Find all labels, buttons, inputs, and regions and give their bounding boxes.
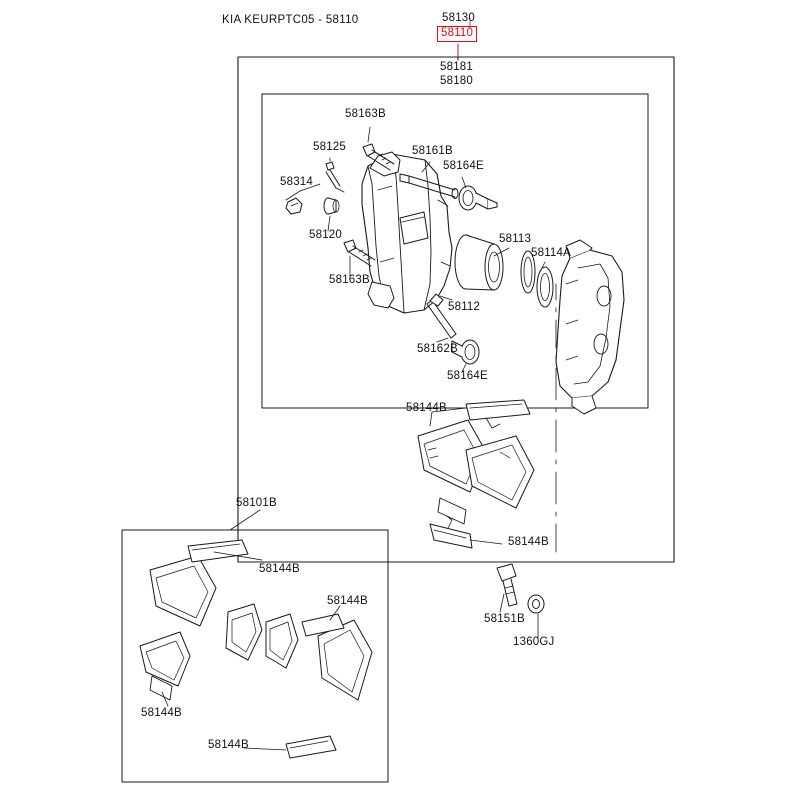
part-label-58163B-upper[interactable]: 58163B	[345, 108, 386, 120]
part-label-58180[interactable]: 58180	[440, 75, 473, 87]
piston-58113	[455, 235, 503, 290]
washer-1360GJ	[528, 595, 544, 613]
pad-set-clip-3	[286, 736, 336, 758]
part-label-58162B[interactable]: 58162B	[417, 343, 458, 355]
part-label-58113[interactable]: 58113	[499, 233, 532, 245]
part-label-58164E-upper[interactable]: 58164E	[443, 160, 484, 172]
bleeder-58125	[326, 162, 344, 192]
boot-58164E-upper	[459, 186, 497, 210]
part-label-58110-selected[interactable]: 58110	[437, 26, 477, 42]
pad-clip-lower-center	[430, 514, 472, 548]
pad-set-shim-1	[140, 632, 190, 686]
part-label-58130[interactable]: 58130	[442, 12, 475, 24]
part-label-58144B-upper-center[interactable]: 58144B	[406, 402, 447, 414]
part-label-58144B-set-2[interactable]: 58144B	[327, 595, 368, 607]
caliper-carrier-58130	[556, 240, 624, 414]
pad-clip-upper-center	[466, 400, 530, 428]
part-label-58144B-set-1[interactable]: 58144B	[259, 563, 300, 575]
pad-set-pad-1	[150, 556, 216, 626]
bolt-58151B	[497, 564, 517, 606]
part-label-58144B-set-4[interactable]: 58144B	[208, 739, 249, 751]
part-label-58125[interactable]: 58125	[313, 141, 346, 153]
part-label-58164E-lower[interactable]: 58164E	[447, 370, 488, 382]
part-label-58163B-lower[interactable]: 58163B	[329, 274, 370, 286]
pad-set-small-plate-2	[266, 614, 298, 668]
part-label-58181[interactable]: 58181	[440, 61, 473, 73]
sleeve-58120	[324, 198, 339, 214]
pad-set-small-plate-1	[226, 604, 262, 660]
diagram-title: KIA KEURPTC05 - 58110	[222, 14, 359, 26]
part-label-58114A[interactable]: 58114A	[531, 247, 571, 259]
cap-58314	[286, 198, 302, 214]
part-label-58112[interactable]: 58112	[448, 301, 481, 313]
part-label-58144B-set-3[interactable]: 58144B	[141, 707, 182, 719]
part-label-58161B[interactable]: 58161B	[412, 145, 453, 157]
brake-pad-lower-center	[466, 436, 534, 508]
part-label-1360GJ[interactable]: 1360GJ	[513, 636, 555, 648]
part-label-58144B-lower-center[interactable]: 58144B	[508, 536, 549, 548]
part-label-58101B[interactable]: 58101B	[236, 497, 277, 509]
seal-58114A	[521, 251, 553, 307]
pad-set-clip-1	[188, 540, 248, 562]
part-label-58314[interactable]: 58314	[280, 176, 313, 188]
part-label-58151B[interactable]: 58151B	[484, 613, 525, 625]
part-label-58120[interactable]: 58120	[309, 229, 342, 241]
